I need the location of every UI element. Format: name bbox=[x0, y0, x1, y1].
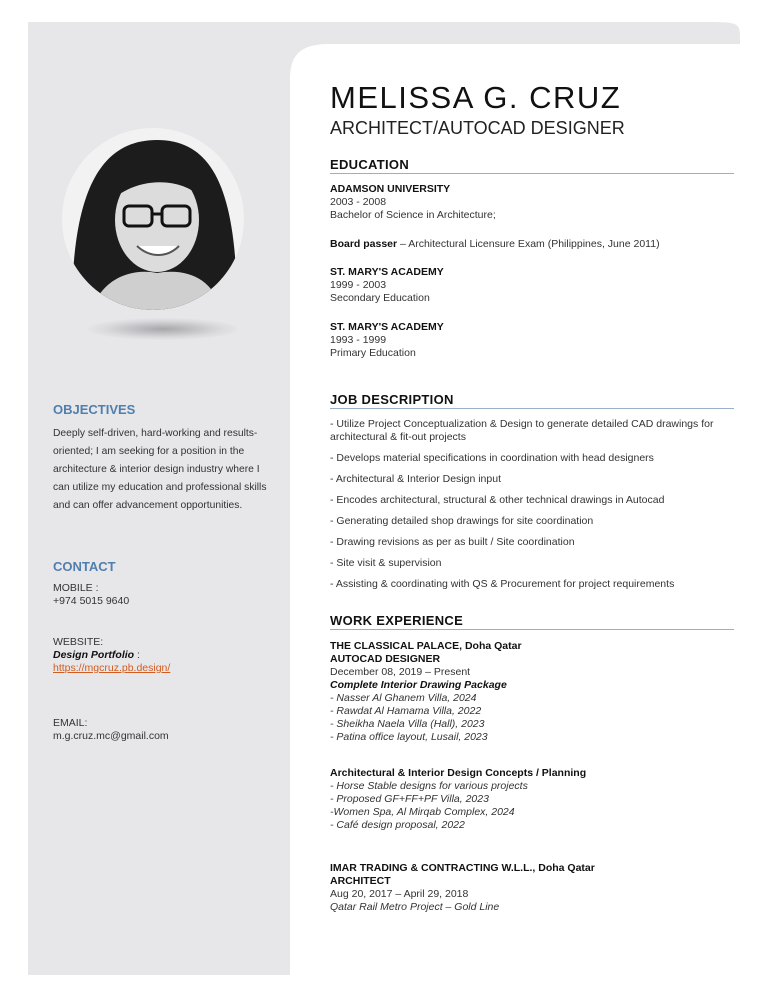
job-item: - Encodes architectural, structural & other technical drawings in Autocad bbox=[330, 494, 665, 506]
project-item: - Horse Stable designs for various projects bbox=[330, 780, 528, 792]
job-description-divider bbox=[330, 408, 734, 409]
website-block bbox=[53, 636, 273, 675]
school-years: 1999 - 2003 bbox=[330, 279, 387, 291]
portfolio-label: Design Portfolio bbox=[53, 649, 135, 661]
job-item: - Drawing revisions as per as built / Site coordination bbox=[330, 536, 575, 548]
school-years: 2003 - 2008 bbox=[330, 196, 387, 208]
board-exam-line bbox=[330, 238, 750, 251]
candidate-title: ARCHITECT/AUTOCAD DESIGNER bbox=[330, 118, 625, 138]
project-item: - Proposed GF+FF+PF Villa, 2023 bbox=[330, 793, 489, 805]
job-description-list bbox=[330, 418, 725, 591]
job-role: ARCHITECT bbox=[330, 875, 391, 887]
education-entry bbox=[330, 183, 730, 222]
job-item: - Assisting & coordinating with QS & Procurement for project requirements bbox=[330, 578, 675, 590]
board-label: Board passer bbox=[330, 238, 398, 250]
work-entry bbox=[330, 640, 730, 744]
work-entry bbox=[330, 862, 730, 914]
job-item: - Architectural & Interior Design input bbox=[330, 473, 501, 485]
portfolio-colon: : bbox=[134, 649, 140, 661]
project-item: - Patina office layout, Lusail, 2023 bbox=[330, 731, 488, 743]
education-divider bbox=[330, 173, 734, 174]
mobile-label: MOBILE : bbox=[53, 582, 99, 594]
school-detail: Primary Education bbox=[330, 347, 416, 359]
school-detail: Bachelor of Science in Architecture; bbox=[330, 209, 496, 221]
work-experience-heading: WORK EXPERIENCE bbox=[330, 613, 464, 628]
job-item: - Develops material specifications in coordination with head designers bbox=[330, 452, 654, 464]
project-group-title: Architectural & Interior Design Concepts / Planning bbox=[330, 767, 587, 779]
objectives-heading: OBJECTIVES bbox=[53, 402, 136, 417]
candidate-name: MELISSA G. CRUZ bbox=[330, 80, 622, 115]
contact-heading: CONTACT bbox=[53, 559, 116, 574]
job-item: - Utilize Project Conceptualization & Design to generate detailed CAD drawings for architectural & fit-out projects bbox=[330, 418, 714, 443]
education-entry bbox=[330, 321, 730, 360]
school-name: ST. MARY'S ACADEMY bbox=[330, 321, 444, 333]
email-label: EMAIL: bbox=[53, 717, 88, 729]
photo-shadow bbox=[88, 318, 238, 340]
job-dates: Aug 20, 2017 – April 29, 2018 bbox=[330, 888, 469, 900]
website-label: WEBSITE: bbox=[53, 636, 104, 648]
project-item: -Women Spa, Al Mirqab Complex, 2024 bbox=[330, 806, 515, 818]
job-role: AUTOCAD DESIGNER bbox=[330, 653, 441, 665]
portfolio-link[interactable]: https://mgcruz.pb.design/ bbox=[53, 662, 171, 674]
school-name: ADAMSON UNIVERSITY bbox=[330, 183, 451, 195]
education-entry bbox=[330, 266, 730, 305]
project-item: - Rawdat Al Hamama Villa, 2022 bbox=[330, 705, 482, 717]
project-item: Qatar Rail Metro Project – Gold Line bbox=[330, 901, 500, 913]
education-heading: EDUCATION bbox=[330, 157, 410, 172]
email-block bbox=[53, 717, 273, 743]
objectives-text: Deeply self-driven, hard-working and results-oriented; I am seeking for a position in the architecture & interior design industry where I can utilize my education and professional skills and can offer advancement opportunities. bbox=[53, 428, 267, 511]
job-description-heading: JOB DESCRIPTION bbox=[330, 392, 454, 407]
project-group-title: Complete Interior Drawing Package bbox=[330, 679, 507, 691]
job-item: - Site visit & supervision bbox=[330, 557, 442, 569]
email-value[interactable]: m.g.cruz.mc@gmail.com bbox=[53, 730, 169, 742]
mobile-value: +974 5015 9640 bbox=[53, 595, 130, 607]
project-item: - Nasser Al Ghanem Villa, 2024 bbox=[330, 692, 477, 704]
job-item: - Generating detailed shop drawings for site coordination bbox=[330, 515, 594, 527]
project-item: - Sheikha Naela Villa (Hall), 2023 bbox=[330, 718, 485, 730]
project-item: - Café design proposal, 2022 bbox=[330, 819, 465, 831]
board-text: – Architectural Licensure Exam (Philippines, June 2011) bbox=[397, 238, 660, 250]
school-detail: Secondary Education bbox=[330, 292, 430, 304]
work-entry-group bbox=[330, 767, 730, 832]
work-experience-divider bbox=[330, 629, 734, 630]
company-name: IMAR TRADING & CONTRACTING W.L.L., Doha Qatar bbox=[330, 862, 595, 874]
school-name: ST. MARY'S ACADEMY bbox=[330, 266, 444, 278]
company-name: THE CLASSICAL PALACE, Doha Qatar bbox=[330, 640, 522, 652]
job-dates: December 08, 2019 – Present bbox=[330, 666, 471, 678]
profile-photo bbox=[62, 128, 244, 310]
school-years: 1993 - 1999 bbox=[330, 334, 387, 346]
mobile-block bbox=[53, 582, 273, 608]
